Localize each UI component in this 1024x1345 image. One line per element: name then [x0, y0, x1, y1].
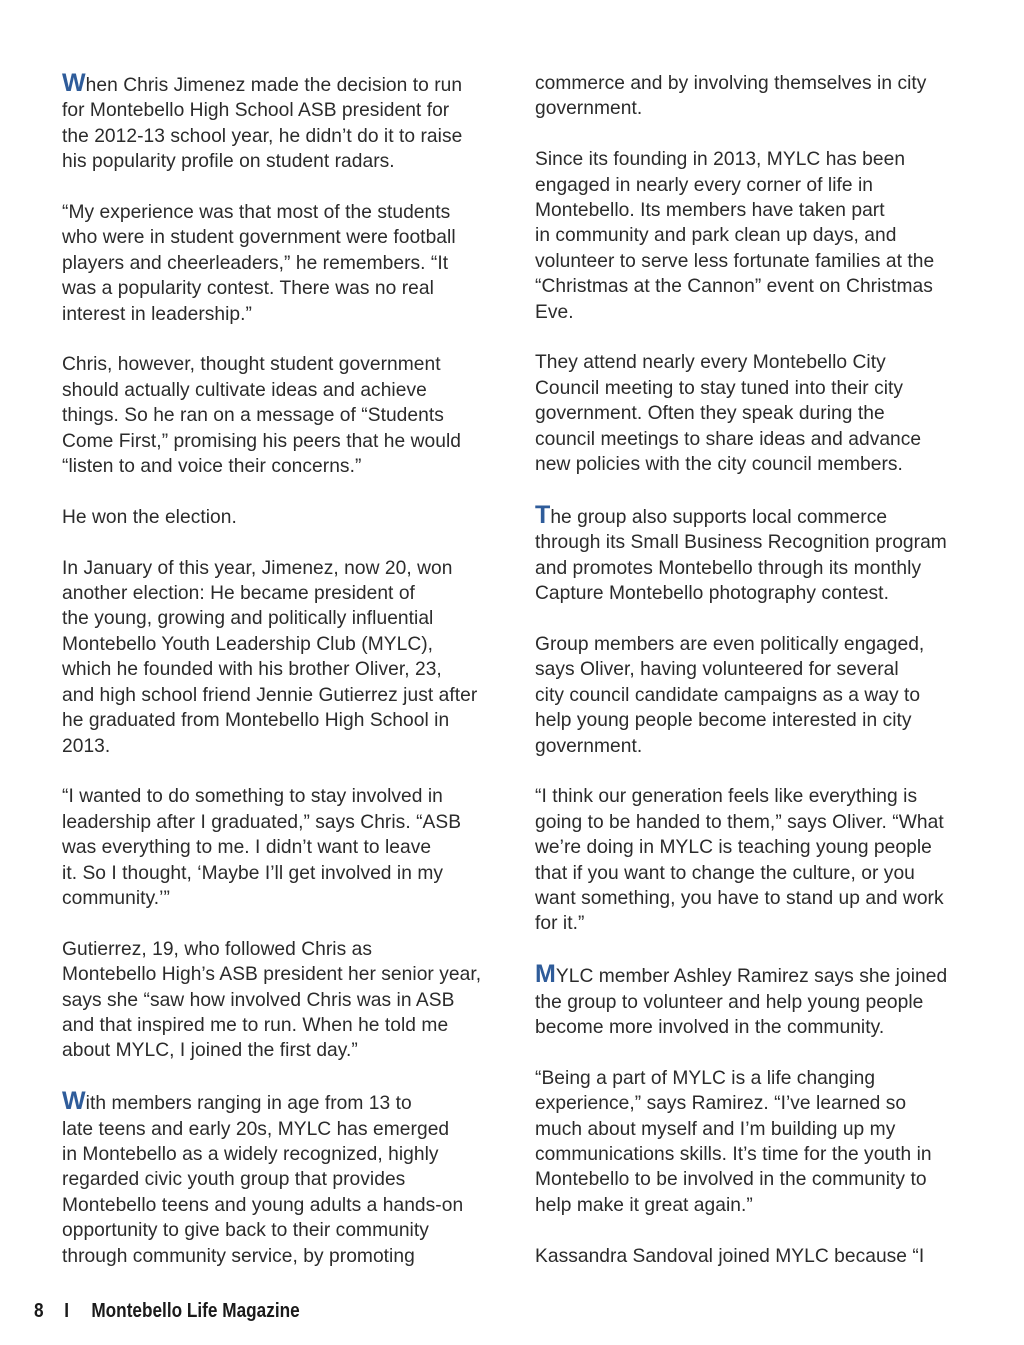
- paragraph-line: [62, 1013, 502, 1038]
- line-text: Montebello. Its members have taken part: [535, 200, 885, 222]
- paragraph-line: [62, 1218, 502, 1243]
- paragraph-line: [62, 124, 502, 149]
- paragraph-line: [62, 683, 502, 708]
- line-text: about MYLC, I joined the first day.”: [62, 1040, 358, 1062]
- line-text: Gutierrez, 19, who followed Chris as: [62, 938, 372, 960]
- line-text: communications skills. It’s time for the youth in: [535, 1143, 932, 1165]
- line-text: Council meeting to stay tuned into their city: [535, 377, 904, 399]
- line-text: was a popularity contest. There was no real: [62, 278, 434, 300]
- paragraph-line: [62, 581, 502, 606]
- line-text: leadership after I graduated,” says Chris. “ASB: [62, 811, 462, 833]
- line-text: we’re doing in MYLC is teaching young people: [535, 837, 932, 859]
- paragraph-line: [535, 198, 975, 223]
- line-text: new policies with the city council members.: [535, 454, 903, 476]
- paragraph-line: [62, 505, 502, 530]
- line-text: become more involved in the community.: [535, 1016, 885, 1038]
- line-text: it. So I thought, ‘Maybe I’ll get involved in my: [62, 862, 444, 884]
- line-text: Eve.: [535, 301, 574, 323]
- line-text: and that inspired me to run. When he told me: [62, 1014, 449, 1036]
- line-text: that if you want to change the culture, or you: [535, 862, 915, 884]
- line-text: In January of this year, Jimenez, now 20, won: [62, 557, 453, 579]
- paragraph-line: [535, 581, 975, 606]
- paragraph-line: [62, 708, 502, 733]
- line-text: community.’”: [62, 887, 170, 909]
- line-text: hen Chris Jimenez made the decision to run: [85, 75, 463, 96]
- line-text: and promotes Montebello through its monthly: [535, 557, 922, 579]
- page-footer: [34, 1300, 300, 1323]
- line-text: in Montebello as a widely recognized, highly: [62, 1143, 439, 1165]
- paragraph-line: [535, 1066, 975, 1091]
- paragraph-line: [535, 835, 975, 860]
- article-paragraph: [535, 1066, 975, 1218]
- line-text: Group members are even politically engaged,: [535, 633, 925, 655]
- line-text: for it.”: [535, 913, 585, 935]
- paragraph-line: [62, 1244, 502, 1269]
- paragraph-line: [62, 861, 502, 886]
- paragraph-line: [62, 1117, 502, 1142]
- article-paragraph: [535, 350, 975, 477]
- line-text: volunteer to serve less fortunate families at the: [535, 250, 935, 272]
- article-paragraph: [535, 147, 975, 325]
- paragraph-line: [62, 962, 502, 987]
- line-text: his popularity profile on student radars.: [62, 151, 395, 173]
- line-text: Since its founding in 2013, MYLC has been: [535, 149, 906, 171]
- paragraph-line: [535, 1167, 975, 1192]
- article-paragraph: [535, 962, 975, 1040]
- line-text: opportunity to give back to their community: [62, 1220, 429, 1242]
- paragraph-line: [62, 98, 502, 123]
- line-text: help make it great again.”: [535, 1194, 753, 1216]
- line-text: should actually cultivate ideas and achieve: [62, 379, 427, 401]
- article-paragraph: [62, 352, 502, 479]
- line-text: late teens and early 20s, MYLC has emerged: [62, 1118, 450, 1140]
- paragraph-line: [535, 96, 975, 121]
- line-text: “Being a part of MYLC is a life changing: [535, 1067, 876, 1089]
- line-text: interest in leadership.”: [62, 303, 252, 325]
- line-text: Montebello teens and young adults a hands-on: [62, 1194, 464, 1216]
- paragraph-line: [62, 1142, 502, 1167]
- paragraph-line: [62, 302, 502, 327]
- line-text: Come First,” promising his peers that he would: [62, 430, 461, 452]
- paragraph-line: [535, 71, 975, 96]
- paragraph-line: [535, 350, 975, 375]
- article-paragraph: [62, 784, 502, 911]
- line-text: was everything to me. I didn’t want to leave: [62, 837, 432, 859]
- line-text: Montebello to be involved in the community to: [535, 1169, 927, 1191]
- line-text: he group also supports local commerce: [550, 506, 888, 528]
- line-text: council meetings to share ideas and advance: [535, 428, 922, 450]
- line-text: ith members ranging in age from 13 to: [85, 1093, 412, 1115]
- line-text: He won the election.: [62, 506, 237, 528]
- publication-name: Montebello Life Magazine: [91, 1300, 300, 1322]
- line-text: things. So he ran on a message of “Students: [62, 405, 444, 427]
- paragraph-line: [535, 500, 975, 530]
- paragraph-line: [535, 990, 975, 1015]
- paragraph-line: [62, 556, 502, 581]
- article-paragraph: [535, 632, 975, 759]
- paragraph-line: [62, 810, 502, 835]
- paragraph-line: [535, 1244, 975, 1269]
- paragraph-line: [62, 71, 502, 98]
- line-text: another election: He became president of: [62, 583, 415, 605]
- line-text: government. Often they speak during the: [535, 403, 885, 425]
- paragraph-line: [535, 1193, 975, 1218]
- paragraph-line: [535, 632, 975, 657]
- line-text: says she “saw how involved Chris was in ASB: [62, 989, 455, 1011]
- paragraph-line: [535, 274, 975, 299]
- paragraph-line: [535, 784, 975, 809]
- article-paragraph: [535, 500, 975, 607]
- paragraph-line: [535, 147, 975, 172]
- line-text: in community and park clean up days, and: [535, 225, 897, 247]
- line-text: YLC member Ashley Ramirez says she joined: [555, 966, 948, 988]
- paragraph-line: [535, 657, 975, 682]
- paragraph-line: [535, 911, 975, 936]
- line-text: want something, you have to stand up and work: [535, 887, 944, 909]
- paragraph-line: [535, 1117, 975, 1142]
- line-text: “Christmas at the Cannon” event on Christmas: [535, 276, 933, 298]
- article-paragraph: [62, 937, 502, 1064]
- paragraph-line: [62, 454, 502, 479]
- line-text: experience,” says Ramirez. “I’ve learned so: [535, 1093, 907, 1115]
- line-text: They attend nearly every Montebello City: [535, 352, 886, 374]
- paragraph-line: [62, 835, 502, 860]
- line-text: players and cheerleaders,” he remembers. “It: [62, 252, 449, 274]
- line-text: “listen to and voice their concerns.”: [62, 456, 362, 478]
- paragraph-line: [62, 886, 502, 911]
- paragraph-line: [62, 1193, 502, 1218]
- line-text: and high school friend Jennie Gutierrez just after: [62, 684, 478, 706]
- line-text: city council candidate campaigns as a way to: [535, 684, 921, 706]
- paragraph-line: [535, 427, 975, 452]
- paragraph-line: [62, 784, 502, 809]
- paragraph-line: [62, 632, 502, 657]
- paragraph-line: [535, 861, 975, 886]
- paragraph-line: [535, 1091, 975, 1116]
- line-text: 2013.: [62, 735, 111, 757]
- paragraph-line: [535, 452, 975, 477]
- line-text: he graduated from Montebello High School in: [62, 710, 450, 732]
- paragraph-line: [535, 683, 975, 708]
- line-text: who were in student government were football: [62, 227, 456, 249]
- paragraph-line: [62, 1167, 502, 1192]
- paragraph-line: [62, 149, 502, 174]
- article-paragraph: [535, 71, 975, 122]
- article-paragraph: [535, 784, 975, 936]
- paragraph-line: [62, 988, 502, 1013]
- paragraph-line: [62, 403, 502, 428]
- paragraph-line: [535, 530, 975, 555]
- paragraph-line: [62, 251, 502, 276]
- article-column-right: [535, 71, 975, 1294]
- line-text: government.: [535, 98, 643, 120]
- paragraph-line: [62, 937, 502, 962]
- paragraph-line: [62, 429, 502, 454]
- page-number: 8: [34, 1300, 44, 1322]
- line-text: Chris, however, thought student government: [62, 354, 441, 376]
- line-text: “My experience was that most of the students: [62, 202, 451, 224]
- article-paragraph: [535, 1244, 975, 1269]
- line-text: Capture Montebello photography contest.: [535, 583, 889, 605]
- line-text: “I wanted to do something to stay involved in: [62, 786, 443, 808]
- article-paragraph: [62, 556, 502, 759]
- article-paragraph: [62, 1089, 502, 1269]
- paragraph-line: [535, 962, 975, 989]
- article-column-left: [62, 71, 502, 1294]
- paragraph-line: [535, 173, 975, 198]
- paragraph-line: [535, 556, 975, 581]
- line-text: says Oliver, having volunteered for several: [535, 659, 899, 681]
- article-paragraph: [62, 505, 502, 530]
- paragraph-line: [535, 708, 975, 733]
- line-text: Kassandra Sandoval joined MYLC because “I: [535, 1245, 925, 1267]
- paragraph-line: [535, 810, 975, 835]
- paragraph-line: [535, 300, 975, 325]
- line-text: much about myself and I’m building up my: [535, 1118, 896, 1140]
- paragraph-line: [535, 1015, 975, 1040]
- drop-cap: M: [535, 960, 556, 989]
- drop-cap: W: [62, 1087, 86, 1116]
- drop-cap: W: [62, 69, 86, 97]
- line-text: regarded civic youth group that provides: [62, 1169, 406, 1191]
- paragraph-line: [535, 1142, 975, 1167]
- line-text: government.: [535, 735, 643, 757]
- line-text: “I think our generation feels like everything is: [535, 786, 918, 808]
- line-text: which he founded with his brother Oliver, 23,: [62, 659, 442, 681]
- line-text: help young people become interested in city: [535, 710, 912, 732]
- footer-separator: I: [64, 1300, 69, 1322]
- drop-cap: T: [535, 500, 551, 529]
- line-text: through community service, by promoting: [62, 1245, 415, 1267]
- paragraph-line: [62, 225, 502, 250]
- line-text: going to be handed to them,” says Oliver. “What: [535, 811, 944, 833]
- paragraph-line: [535, 223, 975, 248]
- paragraph-line: [62, 734, 502, 759]
- line-text: engaged in nearly every corner of life in: [535, 174, 874, 196]
- paragraph-line: [62, 1038, 502, 1063]
- paragraph-line: [62, 378, 502, 403]
- article-paragraph: [62, 71, 502, 175]
- paragraph-line: [62, 1089, 502, 1116]
- paragraph-line: [535, 886, 975, 911]
- paragraph-line: [62, 352, 502, 377]
- line-text: Montebello Youth Leadership Club (MYLC),: [62, 633, 434, 655]
- line-text: Montebello High’s ASB president her senior year,: [62, 964, 482, 986]
- line-text: for Montebello High School ASB president for: [62, 100, 450, 122]
- line-text: through its Small Business Recognition program: [535, 532, 947, 554]
- paragraph-line: [535, 734, 975, 759]
- line-text: the group to volunteer and help young people: [535, 991, 924, 1013]
- line-text: commerce and by involving themselves in city: [535, 73, 927, 94]
- paragraph-line: [62, 657, 502, 682]
- line-text: the young, growing and politically influential: [62, 608, 434, 630]
- paragraph-line: [535, 249, 975, 274]
- paragraph-line: [62, 200, 502, 225]
- article-paragraph: [62, 200, 502, 327]
- line-text: the 2012-13 school year, he didn’t do it to raise: [62, 125, 463, 147]
- paragraph-line: [62, 606, 502, 631]
- paragraph-line: [535, 401, 975, 426]
- paragraph-line: [62, 276, 502, 301]
- paragraph-line: [535, 376, 975, 401]
